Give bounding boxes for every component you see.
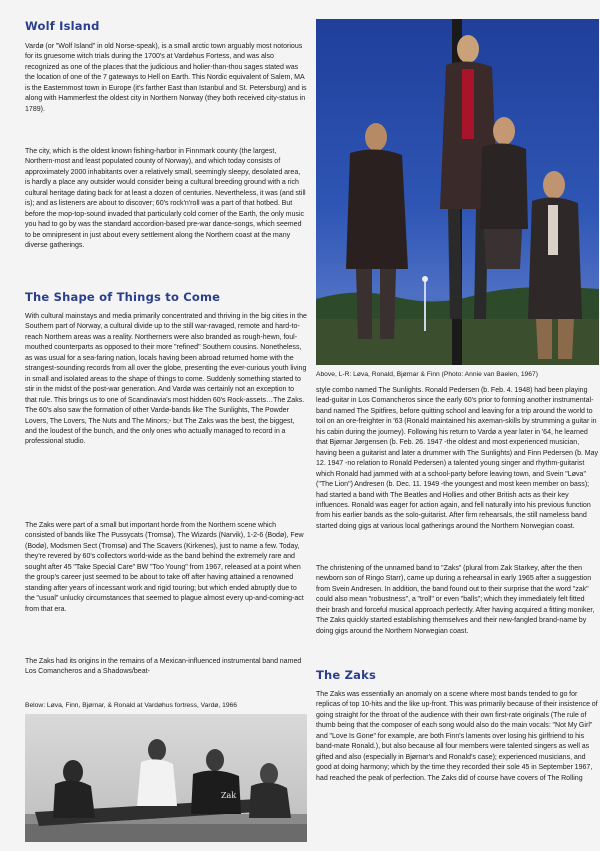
bottom-photo-caption: Below: Løva, Finn, Bjørnar, & Ronald at Vardøhus fortress, Vardø, 1966 bbox=[25, 702, 237, 709]
wolf-island-paragraph-2: The city, which is the oldest known fishing-harbor in Finnmark county (the largest, Northern-most and least populated county of Norway), and which today consists of approximately 2000 inhabitants over a relatively small, seemingly sleepy, desolated area, is hardly a place any outsider would consider being a cultural breeding ground with a rich cultural heritage dating back for at least a dozen of centuries. Nevertheless, it was (and still is); and as listeners are about to discover; 60's rock'n'roll was a part of that hotbed. But before the mop-top-sound invaded that particularly cold corner of the Earth, the only music you had to go by was the standard accordion-based pre-war dance-songs, which seemed to be omnipresent in just about every settlement along the Northern coast at the many diverse gatherings. bbox=[25, 148, 306, 250]
right-column-paragraph-2: The christening of the unnamed band to "Zaks" (plural from Zak Starkey, after the then newborn son of Ringo Starr), came up during a rehearsal in early 1965 after a suggestion from Svein Andresen. In addition, the band found out to their surprise that the word "zak" could also mean "robustness", a "troll" or even "balls"; which they immediately felt fitted their brash and forceful musical approach perfectly. After having acquired a fitting moniker, The Zaks quickly started establishing themselves and their new-fangled brand-name by doing gigs around the Northern Norwegian coast. bbox=[316, 565, 595, 635]
heading-shape-of-things: The Shape of Things to Come bbox=[25, 290, 221, 304]
bw-band-illustration bbox=[25, 714, 307, 842]
color-band-illustration bbox=[316, 19, 599, 365]
shape-paragraph-1: With cultural mainstays and media primarily concentrated and thriving in the big cities in the Southern part of Norway, a cultural divide up to the still war-ravaged, remote and hard-to-reach Northern areas was a reality. Northerners were also branded as rough-hewn, foul-mouthed counterparts as opposed to their more "refined" Southern cousins. Nonetheless, as was usual for a sea-faring nation, locals having been abroad returned home with the strangest-sounding records from all over the globe, presenting the ever-curious youth living in small and isolated areas to the shape of things to come. Suddenly something started to stir in the midst of the post-war generation. And Vardø was certainly not an exception to that rule. This brings us to one of Scandinavia's most hidden 60's Rock-assets…The Zaks. The 60's also saw the formation of other Vardø-bands like The Sunlights, The Powder Lovers, The Lovers, The Nuts and The Minors;- but The Zaks was the best, the biggest, and the loudest of the bunch, and the only ones who actually managed to record in a professional studio. bbox=[25, 313, 307, 446]
zaks-paragraph-1: The Zaks was essentially an anomaly on a scene where most bands tended to go for replicas of top 10-hits and the like up-front. This was primarily because of their insistence of going straight for the throat of the audience with their own first-rate originals (The rule of thumb being that the composer of each song would also do the main vocals: "Not My Girl" and "Love Is Gone" for example, are both Finn's laments over losing his girlfriend to his band-mate Ronald.), but also because all four members were talented singers as well as gifted and also (especially in Bjørnar's and Ronald's case); experienced musicians, and good at doing harmony; which by the time they recorded their sole 45 in September 1967, had reached the peak of perfection. The Zaks did of course have covers of The Rolling bbox=[316, 691, 598, 782]
wolf-island-paragraph-1: Vardø (or "Wolf Island" in old Norse-speak), is a small arctic town arguably most notorious for its gruesome witch trials during the 1700's at Vardøhus Fortess, and was also recognized as one of the places that the judicious and holier-than-thou sages stated was the location of one of the 7 gateways to Hell on Earth. This Nordic equivalent of Salem, MA is the Easternmost town in Europe (it's farther East than Istanbul and St. Petersburg) and is along with Hammerfest the oldest city in Northern Norway (they both received city-status in 1789). bbox=[25, 43, 307, 113]
heading-wolf-island: Wolf Island bbox=[25, 19, 100, 33]
shape-paragraph-3: The Zaks had its origins in the remains of a Mexican-influenced instrumental band named Los Comancheros and a Shadows/beat- bbox=[25, 658, 302, 676]
top-photo-caption: Above, L-R: Løva, Ronald, Bjørnar & Finn (Photo: Annie van Baelen, 1967) bbox=[316, 371, 538, 378]
top-band-photo bbox=[316, 19, 599, 365]
heading-the-zaks: The Zaks bbox=[316, 668, 377, 682]
bottom-band-photo bbox=[25, 714, 307, 842]
drum-logo-bottom: Zak bbox=[221, 791, 237, 800]
shape-paragraph-2: The Zaks were part of a small but important horde from the Northern scene which consisted of bands like The Pussycats (Tromsø), The Wizards (Narvik), 1-2-6 (Bodø), Few (Bodø), Modsmen Sect (Tromsø) and The Scavers (Kirkenes), just to name a few. Today, they're revered by 60's collectors world-wide as the band behind the extremely rare and sought after 45 "Take Special Care" BW "Too Young" from 1967, released at a point when the group's career just seemed to be about to take off after having attained a renowned standing after years of incessant work and rigid touring; but which ended abruptly due to the "usual" unlucky circumstances that seemed to plague almost every up-and-coming-act from that era. bbox=[25, 522, 304, 613]
right-column-paragraph-1: style combo named The Sunlights. Ronald Pedersen (b. Feb. 4. 1948) had been playing lead-guitar in Los Comancheros since the early 60's prior to forming another instrumental-band named The Spitfires, before quitting school and leaving for a trip around the world to toil on an ore-freighter in '63 (Ronald maintained his axeman-skills by strumming a guitar in his cabin during the journey). Following his return to Vardø a year later in '64, he learned that Bjørnar Jørgensen (b. Feb. 26. 1947 -the oldest and most experienced musician, having been a guitarist and later a drummer with The Sunlights) and Finn Pedersen (b. May 12. 1947 -no relation to Ronald Pedersen) a talented young singer and rhythm-guitarist which Ronald had jammed with at a school-party before leaving town, and Svein "Løva" ("The Lion") Andresen (b. Dec. 11. 1949 -the youngest and most keen member on bass); had started a band with The Beatles and Hollies and other British acts as their key influences. Ronald was eager for action again, and fell naturally into his previous function from his earlier bands as the solo-guitarist. After firm rehearsals, the still nameless band started doing gigs at various local gatherings around the Northern Norwegian coast. bbox=[316, 387, 599, 530]
